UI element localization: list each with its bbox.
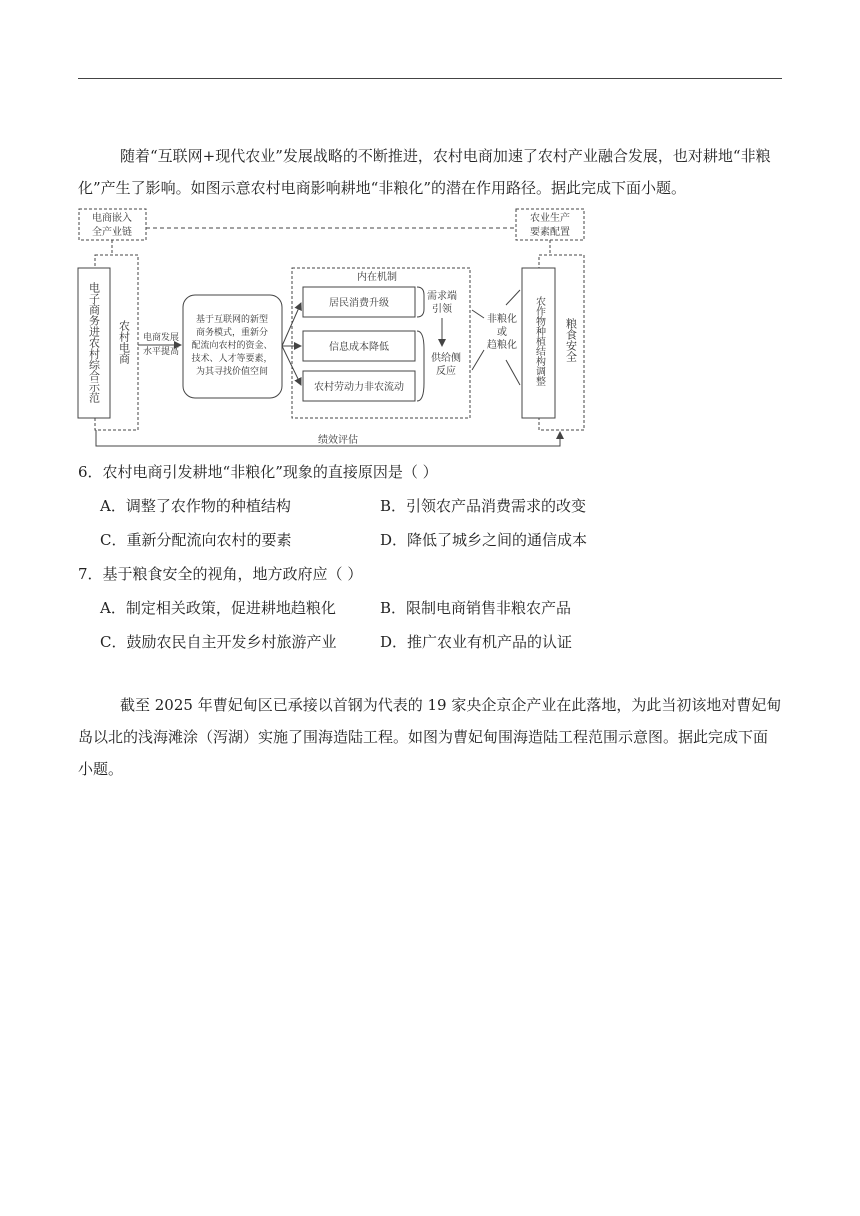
arrow-label-1: 电商发展 [142,333,180,343]
evaluation-label: 绩效评估 [318,435,358,446]
top-left-label-2: 全产业链 [92,227,132,238]
top-right-label-1: 农业生产 [530,213,570,224]
demand-side-2: 引领 [432,304,452,315]
mechanism-labor-flow: 农村劳动力非农流动 [314,382,404,393]
question-7-stem: 7．基于粮食安全的视角，地方政府应（ ） [78,565,363,583]
inner-mechanism-title: 内在机制 [357,272,397,283]
nongrain-label-3: 趋粮化 [487,340,517,351]
supply-side-1: 供给侧 [431,353,461,364]
q7-option-c[interactable]: C．鼓励农民自主开发乡村旅游产业 [100,633,337,651]
rural-ecommerce-label: 农村电商 [117,320,131,364]
q6-option-b[interactable]: B．引领农产品消费需求的改变 [380,497,587,515]
q6-option-a[interactable]: A．调整了农作物的种植结构 [100,497,291,515]
center-line-2: 商务模式，重新分 [195,328,269,338]
mechanism-info-cost: 信息成本降低 [329,342,389,353]
q6-option-c[interactable]: C．重新分配流向农村的要素 [100,531,292,549]
q7-option-a[interactable]: A．制定相关政策，促进耕地趋粮化 [100,599,336,617]
center-line-3: 配流向农村的资金、 [191,341,273,351]
q7-option-d[interactable]: D．推广农业有机产品的认证 [380,633,573,651]
crop-structure-label: 农作物种植结构调整 [533,296,545,386]
mechanism-consumption: 居民消费升级 [329,298,389,309]
nongrain-label-2: 或 [497,327,507,338]
center-line-5: 为其寻找价值空间 [195,367,269,377]
center-line-1: 基于互联网的新型 [195,315,269,325]
left-box-label: 电子商务进农村综合示范 [87,282,101,403]
nongrain-label-1: 非粮化 [487,314,517,325]
demand-side-1: 需求端 [427,291,457,302]
supply-side-2: 反应 [436,366,456,377]
pathway-diagram [0,0,860,460]
intro-paragraph-2: 截至 2025 年曹妃甸区已承接以首钢为代表的 19 家央企京企产业在此落地，为此当初该地对曹妃甸岛以北的浅海滩涂（泻湖）实施了围海造陆工程。如图为曹妃甸围海造陆工程范围示意图。据此完成下面小题。 [78,696,782,778]
intro-paragraph-1: 随着“互联网+现代农业”发展战略的不断推进，农村电商加速了农村产业融合发展，也对耕地“非粮化”产生了影响。如图示意农村电商影响耕地“非粮化”的潜在作用路径。据此完成下面小题。 [78,147,771,197]
top-right-label-2: 要素配置 [530,227,570,238]
top-left-label-1: 电商嵌入 [92,213,132,224]
center-line-4: 技术、人才等要素， [191,354,273,364]
arrow-label-2: 水平提高 [142,347,180,357]
grain-safety-label: 粮食安全 [564,318,578,362]
q6-option-d[interactable]: D．降低了城乡之间的通信成本 [380,531,588,549]
question-6-stem: 6．农村电商引发耕地“非粮化”现象的直接原因是（ ） [78,463,438,481]
q7-option-b[interactable]: B．限制电商销售非粮农产品 [380,599,572,617]
